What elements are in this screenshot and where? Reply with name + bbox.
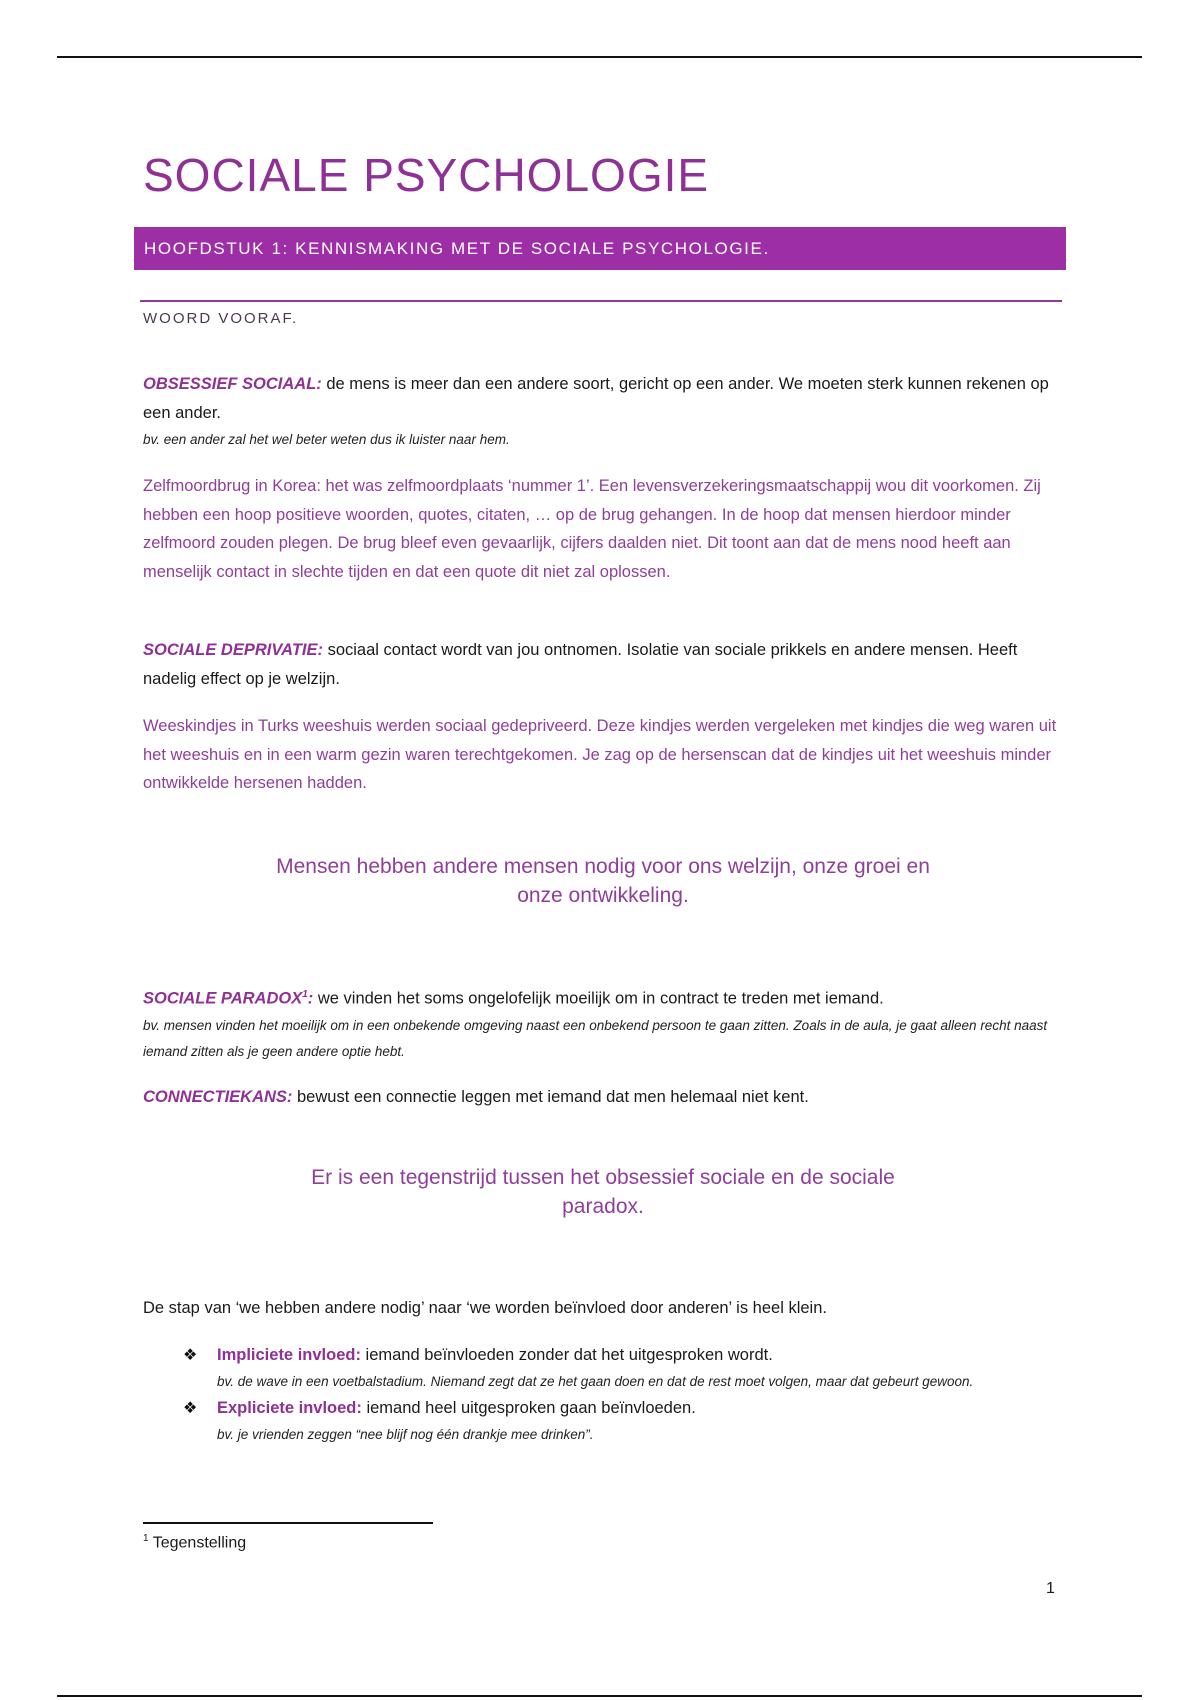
weeskindjes-paragraph: Weeskindjes in Turks weeshuis werden sociaal gedepriveerd. Deze kindjes werden vergeleken met kindjes die weg waren uit het weeshuis en in een warm gezin waren terechtgekomen. Je zag op de hersenscan dat de kindjes uit het weeshuis minder ontwikkelde hersenen hadden. bbox=[143, 717, 1057, 792]
definition-text: bewust een connectie leggen met iemand dat men helemaal niet kent. bbox=[292, 1088, 809, 1106]
zelfmoordbrug-paragraph: Zelfmoordbrug in Korea: het was zelfmoordplaats ‘nummer 1’. Een levensverzekeringsmaatschappij wou dit voorkomen. Zij hebben een hoop positieve woorden, quotes, citaten, … op de brug gehangen. In de hoop dat mensen hierdoor minder zelfmoord zouden plegen. De brug bleef even gevaarlijk, cijfers daalden niet. Dit toont aan dat de mens nood heeft aan menselijk contact in slechte tijden en dat een quote dit niet zal oplossen. bbox=[143, 477, 1041, 581]
diamond-bullet-icon: ❖ bbox=[183, 1347, 198, 1364]
footnote-divider bbox=[143, 1522, 433, 1524]
connectiekans-paragraph bbox=[143, 1083, 1063, 1112]
footnote-ref[interactable]: 1 bbox=[302, 989, 308, 1000]
sociale-deprivatie-paragraph bbox=[143, 636, 1063, 693]
definition-text: iemand heel uitgesproken gaan beïnvloeden. bbox=[361, 1399, 696, 1417]
term-impliciete-invloed: Impliciete invloed: bbox=[217, 1346, 361, 1364]
list-item bbox=[183, 1342, 1063, 1395]
diamond-bullet-icon: ❖ bbox=[183, 1400, 198, 1417]
example-text: bv. de wave in een voetbalstadium. Niemand zegt dat ze het gaan doen en dat de rest moet volgen, maar dat gebeurt gewoon. bbox=[217, 1374, 974, 1389]
definition-text: de mens is meer dan een andere soort, gericht op een ander. We moeten sterk kunnen rekenen op een ander. bbox=[143, 375, 1049, 422]
page-number: 1 bbox=[1046, 1580, 1055, 1597]
section-heading: WOORD VOORAF. bbox=[143, 310, 299, 327]
definition-text: iemand beïnvloeden zonder dat het uitgesproken wordt. bbox=[360, 1346, 773, 1364]
list-item bbox=[183, 1395, 1063, 1448]
section-divider bbox=[140, 300, 1062, 302]
definition-text: we vinden het soms ongelofelijk moeilijk om in contract te treden met iemand. bbox=[313, 989, 884, 1008]
sociale-paradox-paragraph bbox=[143, 981, 1063, 1065]
footnote bbox=[143, 1533, 246, 1552]
example-text: bv. je vrienden zeggen “nee blijf nog één drankje mee drinken”. bbox=[217, 1427, 594, 1442]
highlight-quote-1 bbox=[143, 852, 1063, 910]
obsessief-sociaal-paragraph bbox=[143, 370, 1063, 453]
definition-text: sociaal contact wordt van jou ontnomen. Isolatie van sociale prikkels en andere mensen. Heeft nadelig effect op je welzijn. bbox=[143, 641, 1018, 688]
footnote-text: Tegenstelling bbox=[148, 1534, 247, 1552]
quote-line: Mensen hebben andere mensen nodig voor ons welzijn, onze groei en bbox=[276, 855, 930, 878]
top-rule bbox=[57, 56, 1142, 58]
quote-line: Er is een tegenstrijd tussen het obsessief sociale en de sociale bbox=[311, 1166, 895, 1189]
highlight-quote-2 bbox=[143, 1163, 1063, 1221]
quote-line: paradox. bbox=[562, 1195, 644, 1218]
chapter-heading: HOOFDSTUK 1: KENNISMAKING MET DE SOCIALE PSYCHOLOGIE. bbox=[134, 227, 1066, 270]
term-colon: : bbox=[307, 989, 314, 1008]
footnote-number: 1 bbox=[143, 1533, 149, 1544]
term-expliciete-invloed: Expliciete invloed: bbox=[217, 1399, 362, 1417]
influence-bullet-list bbox=[183, 1342, 1063, 1448]
term-connectiekans: CONNECTIEKANS: bbox=[143, 1088, 293, 1106]
term-sociale-paradox: SOCIALE PARADOX bbox=[143, 989, 303, 1008]
bottom-rule bbox=[57, 1695, 1142, 1697]
example-text: bv. mensen vinden het moeilijk om in een onbekende omgeving naast een onbekend persoon te gaan zitten. Zoals in de aula, je gaat alleen recht naast iemand zitten als je geen andere optie hebt. bbox=[143, 1018, 1048, 1059]
stap-paragraph: De stap van ‘we hebben andere nodig’ naar ‘we worden beïnvloed door anderen’ is heel klein. bbox=[143, 1299, 827, 1317]
term-sociale-deprivatie: SOCIALE DEPRIVATIE: bbox=[143, 641, 323, 659]
term-obsessief-sociaal: OBSESSIEF SOCIAAL: bbox=[143, 375, 322, 393]
example-text: bv. een ander zal het wel beter weten dus ik luister naar hem. bbox=[143, 432, 510, 447]
quote-line: onze ontwikkeling. bbox=[517, 884, 689, 907]
document-title: SOCIALE PSYCHOLOGIE bbox=[143, 149, 710, 201]
